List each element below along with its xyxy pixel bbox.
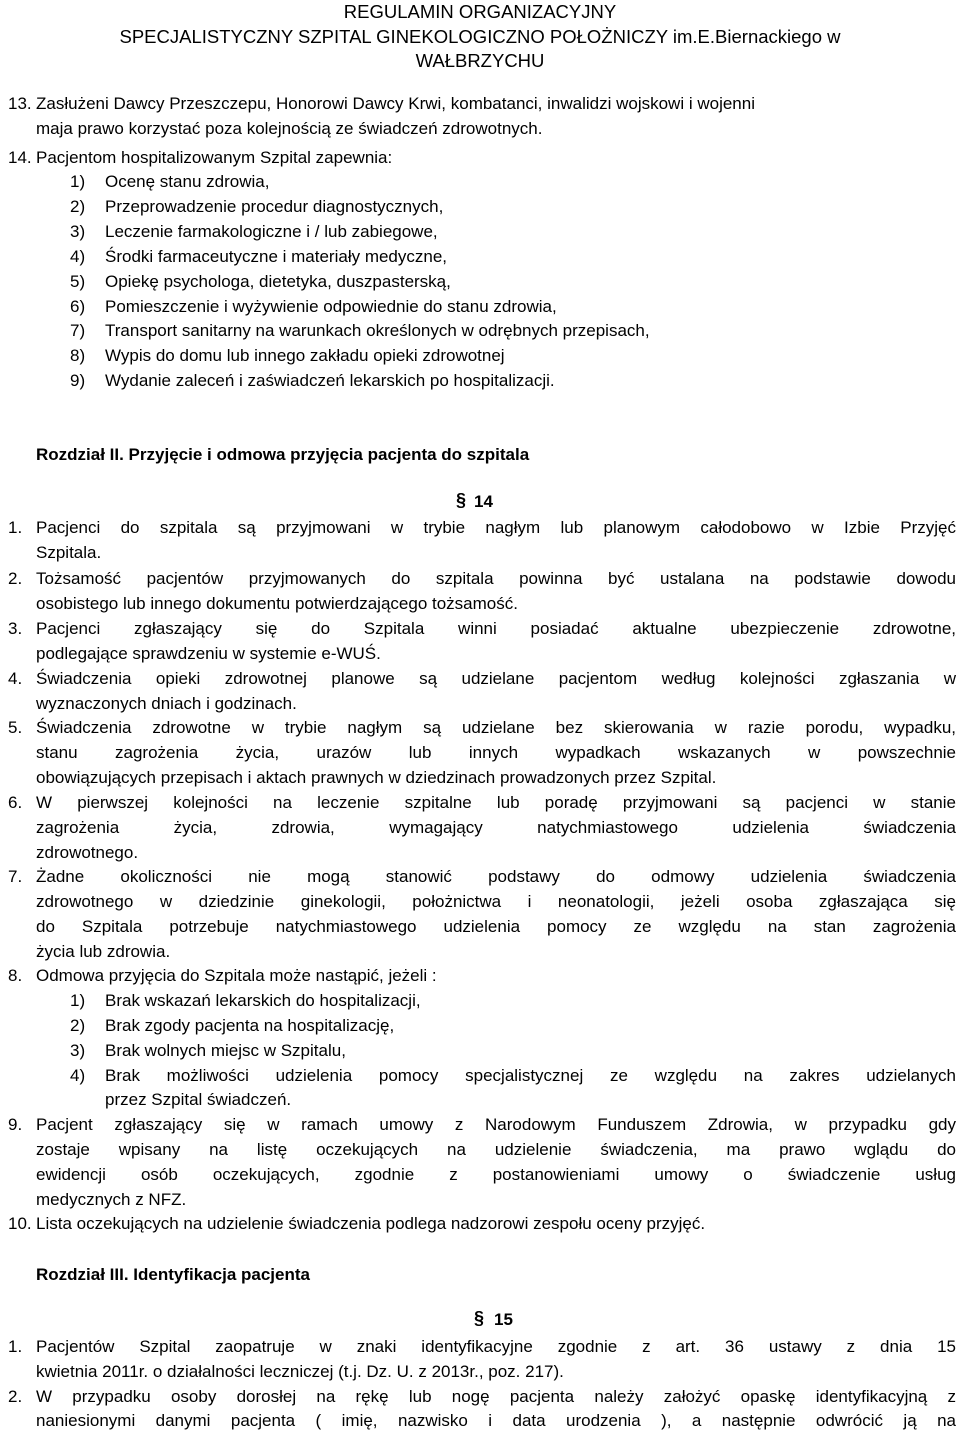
- item-number: 1.: [8, 1337, 23, 1356]
- list-number: 9): [70, 371, 86, 390]
- list-number: 3): [70, 222, 86, 241]
- item-text: obowiązujących przepisach i aktach prawnych w dziedzinach prowadzonych przez Szpital.: [36, 768, 717, 787]
- item-number: 2.: [8, 1387, 23, 1406]
- item-text: Szpitala.: [36, 543, 102, 562]
- item-text: medycznych z NFZ.: [36, 1190, 187, 1209]
- list-item: Wydanie zaleceń i zaświadczeń lekarskich po hospitalizacji.: [105, 371, 555, 390]
- list-item: Transport sanitarny na warunkach określonych w odrębnych przepisach,: [105, 321, 650, 340]
- item-text: Zasłużeni Dawcy Przeszczepu, Honorowi Dawcy Krwi, kombatanci, inwalidzi wojskowi i wojenni: [36, 94, 755, 113]
- item-text: kwietnia 2011r. o działalności leczniczej (t.j. Dz. U. z 2013r., poz. 217).: [36, 1362, 564, 1381]
- item-number: 4.: [8, 669, 23, 688]
- list-number: 6): [70, 297, 86, 316]
- item-text: W przypadku osoby dorosłej na rękę lub nogę pacjenta należy założyć opaskę identyfikacyjną z: [36, 1387, 956, 1406]
- list-number: 4): [70, 1066, 86, 1085]
- list-number: 5): [70, 272, 86, 291]
- item-number: 5.: [8, 718, 23, 737]
- section-sign-icon: §: [456, 490, 467, 510]
- item-number: 2.: [8, 569, 23, 588]
- list-item: Brak zgody pacjenta na hospitalizację,: [105, 1016, 395, 1035]
- item-text: Odmowa przyjęcia do Szpitala może nastąpić, jeżeli :: [36, 966, 437, 985]
- item-text: W pierwszej kolejności na leczenie szpitalne lub poradę przyjmowani są pacjenci w stanie: [36, 793, 956, 812]
- list-number: 1): [70, 172, 86, 191]
- item-number: 9.: [8, 1115, 23, 1134]
- item-text: zagrożenia życia, zdrowia, wymagający natychmiastowego udzielenia świadczenia: [36, 818, 956, 837]
- list-number: 1): [70, 991, 86, 1010]
- item-number: 1.: [8, 518, 23, 537]
- item-number: 8.: [8, 966, 23, 985]
- item-number: 7.: [8, 867, 23, 886]
- list-item: przez Szpital świadczeń.: [105, 1090, 292, 1109]
- item-text: Pacjent zgłaszający się w ramach umowy z Narodowym Funduszem Zdrowia, w przypadku gdy: [36, 1115, 956, 1134]
- list-number: 3): [70, 1041, 86, 1060]
- item-text: życia lub zdrowia.: [36, 942, 171, 961]
- item-text: Pacjentom hospitalizowanym Szpital zapewnia:: [36, 148, 393, 167]
- chapter-heading: Rozdział II. Przyjęcie i odmowa przyjęcia pacjenta do szpitala: [36, 445, 530, 464]
- section-sign-icon: §: [474, 1308, 485, 1328]
- item-number: 13.: [8, 94, 32, 113]
- item-text: podlegające sprawdzeniu w systemie e-WUŚ.: [36, 644, 381, 663]
- list-number: 4): [70, 247, 86, 266]
- item-text: Świadczenia zdrowotne w trybie nagłym są udzielane bez skierowania w razie porodu, wypadku,: [36, 718, 956, 737]
- item-text: Świadczenia opieki zdrowotnej planowe są udzielane pacjentom według kolejności zgłaszania w: [36, 669, 956, 688]
- list-item: Opiekę psychologa, dietetyka, duszpasterską,: [105, 272, 451, 291]
- header-city: WAŁBRZYCHU: [415, 50, 545, 71]
- list-number: 2): [70, 197, 86, 216]
- list-number: 7): [70, 321, 86, 340]
- item-text: stanu zagrożenia życia, urazów lub innych wypadkach wskazanych w powszechnie: [36, 743, 956, 762]
- item-text: Pacjentów Szpital zaopatruje w znaki identyfikacyjne zgodnie z art. 36 ustawy z dnia 15: [36, 1337, 956, 1356]
- list-item: Wypis do domu lub innego zakładu opieki zdrowotnej: [105, 346, 505, 365]
- item-number: 14.: [8, 148, 32, 167]
- item-text: zostaje wpisany na listę oczekujących na udzielenie świadczenia, ma prawo wglądu do: [36, 1140, 956, 1159]
- item-number: 6.: [8, 793, 23, 812]
- item-text: Pacjenci do szpitala są przyjmowani w trybie nagłym lub planowym całodobowo w Izbie Przyjęć: [36, 518, 956, 537]
- item-number: 3.: [8, 619, 23, 638]
- item-text: wyznaczonych dniach i godzinach.: [36, 694, 297, 713]
- item-text: Lista oczekujących na udzielenie świadczenia podlega nadzorowi zespołu oceny przyjęć.: [36, 1214, 706, 1233]
- item-text: maja prawo korzystać poza kolejnością ze świadczeń zdrowotnych.: [36, 119, 543, 138]
- list-item: Przeprowadzenie procedur diagnostycznych,: [105, 197, 444, 216]
- list-item: Brak wskazań lekarskich do hospitalizacji,: [105, 991, 421, 1010]
- header-title: REGULAMIN ORGANIZACYJNY: [343, 1, 617, 22]
- item-text: do Szpitala potrzebuje natychmiastowego udzielenia pomocy ze względu na stan zagrożenia: [36, 917, 956, 936]
- item-text: Pacjenci zgłaszający się do Szpitala winni posiadać aktualne ubezpieczenie zdrowotne,: [36, 619, 956, 638]
- item-text: Żadne okoliczności nie mogą stanowić podstawy do odmowy udzielenia świadczenia: [36, 867, 956, 886]
- item-text: zdrowotnego.: [36, 843, 139, 862]
- item-text: osobistego lub innego dokumentu potwierdzającego tożsamość.: [36, 594, 518, 613]
- list-item: Brak wolnych miejsc w Szpitalu,: [105, 1041, 346, 1060]
- item-text: ewidencji osób oczekujących, zgodnie z postanowieniami umowy o świadczenie usług: [36, 1165, 956, 1184]
- item-number: 10.: [8, 1214, 32, 1233]
- list-number: 8): [70, 346, 86, 365]
- header-hospital-name: SPECJALISTYCZNY SZPITAL GINEKOLOGICZNO POŁOŻNICZY im.E.Biernackiego w: [119, 25, 841, 47]
- list-item: Leczenie farmakologiczne i / lub zabiegowe,: [105, 222, 438, 241]
- list-item: Pomieszczenie i wyżywienie odpowiednie do stanu zdrowia,: [105, 297, 557, 316]
- list-item: Ocenę stanu zdrowia,: [105, 172, 270, 191]
- item-text: zdrowotnego w dziedzinie ginekologii, położnictwa i neonatologii, jeżeli osoba zgłaszająca się: [36, 892, 956, 911]
- list-number: 2): [70, 1016, 86, 1035]
- section-number: 15: [494, 1310, 513, 1329]
- item-text: Tożsamość pacjentów przyjmowanych do szpitala powinna być ustalana na podstawie dowodu: [36, 569, 956, 588]
- chapter-heading: Rozdział III. Identyfikacja pacjenta: [36, 1265, 310, 1284]
- list-item: Brak możliwości udzielenia pomocy specjalistycznej ze względu na zakres udzielanych: [105, 1066, 956, 1085]
- document-header: [0, 0, 960, 74]
- list-item: Środki farmaceutyczne i materiały medyczne,: [105, 247, 448, 266]
- section-number: 14: [474, 492, 493, 511]
- item-text: naniesionymi danymi pacjenta ( imię, nazwisko i data urodzenia ), a następnie odwrócić ją na: [36, 1411, 956, 1430]
